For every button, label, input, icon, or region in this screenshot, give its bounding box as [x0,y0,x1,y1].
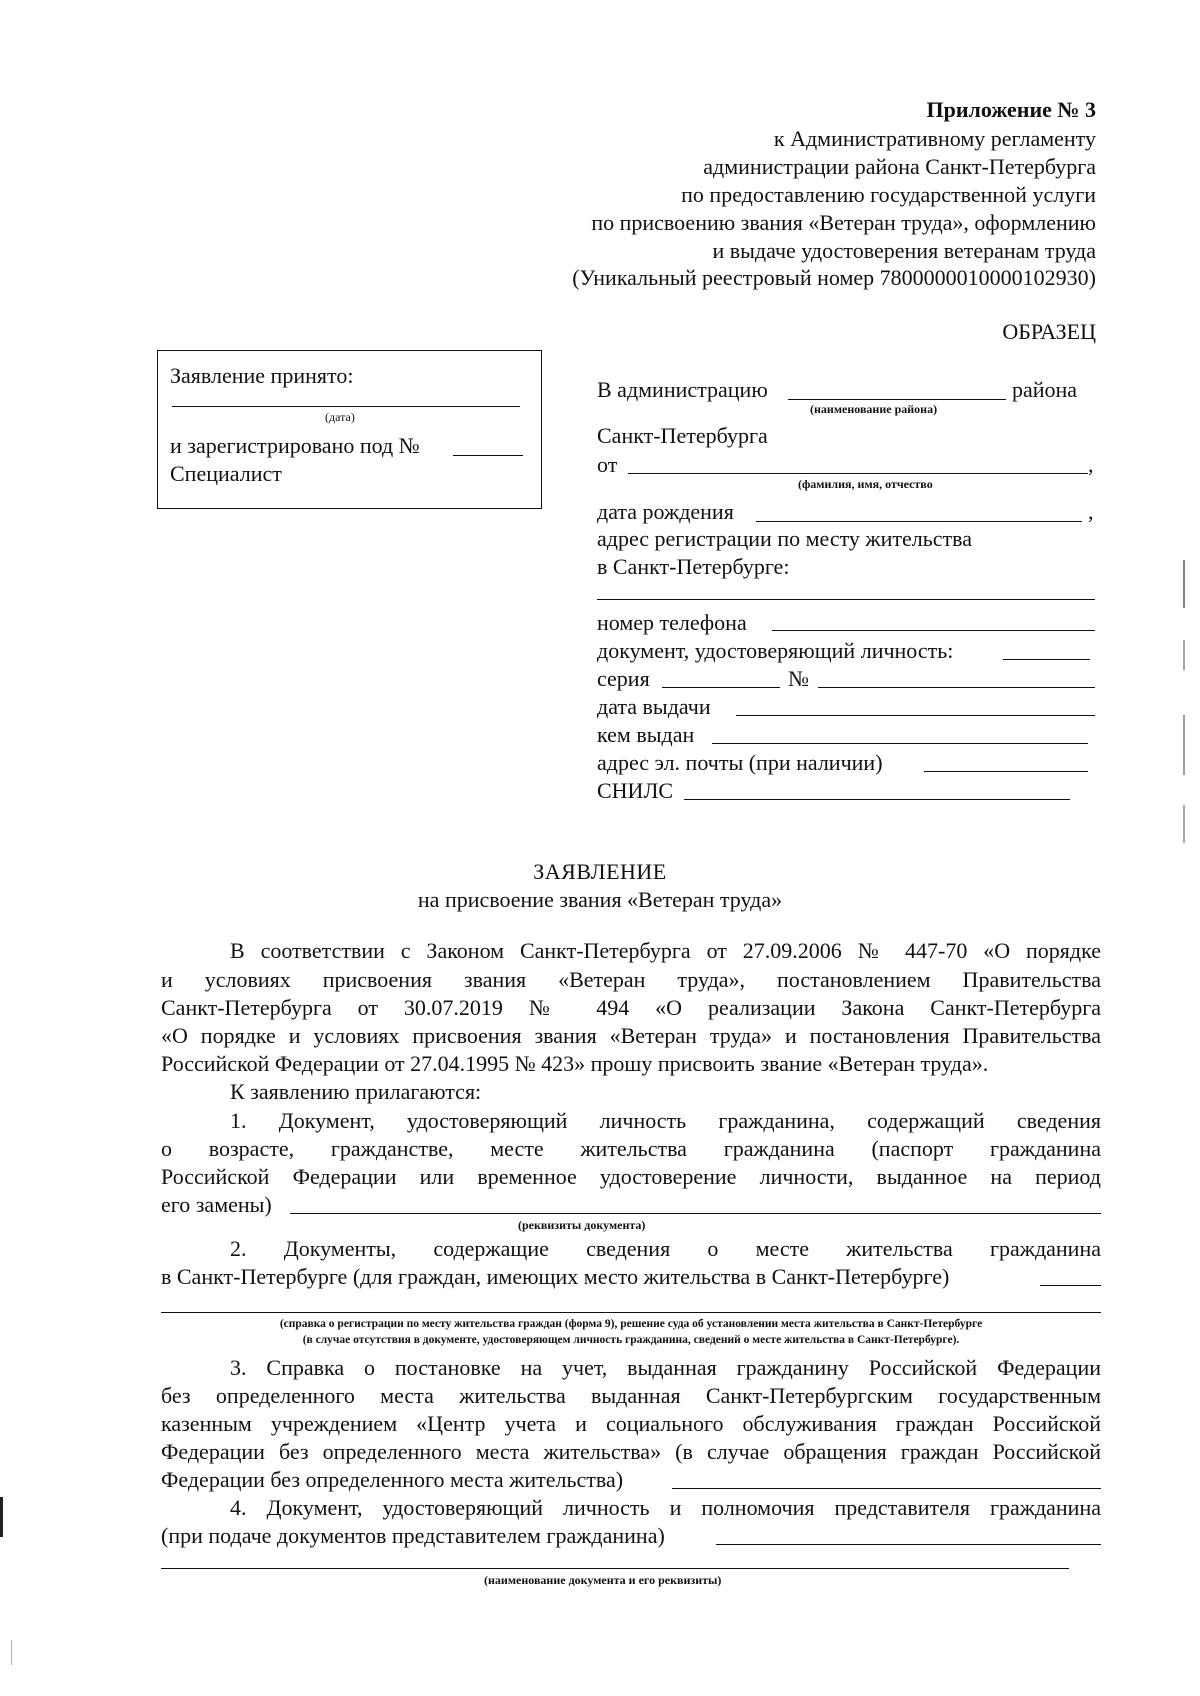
number-line[interactable] [818,687,1095,688]
fio-caption: (фамилия, имя, отчество [798,477,933,491]
item1-line-1: 1. Документ, удостоверяющий личность гражданина, содержащий сведения [230,1108,1101,1133]
birth-date-label: дата рождения [597,499,734,524]
item1-line-2: о возрасте, гражданстве, месте жительства гражданина (паспорт гражданина [161,1136,1101,1161]
date-line[interactable] [172,406,520,407]
para1-line-3: Санкт-Петербурга от 30.07.2019 № 494 «О реализации Закона Санкт-Петербурга [161,995,1101,1020]
item3-details-line[interactable] [672,1488,1101,1489]
statement-subtitle: на присвоение звания «Ветеран труда» [417,887,783,912]
item3-line-4: Федерации без определенного места жительства» (в случае обращения граждан Российской [161,1439,1101,1464]
issued-by-line[interactable] [712,743,1088,744]
header-line-1: к Административному регламенту [773,126,1096,151]
birth-date-line[interactable] [756,521,1082,522]
item4-caption: (наименование документа и его реквизиты) [484,1573,722,1587]
attachments-intro: К заявлению прилагаются: [230,1079,482,1104]
address-line[interactable] [597,599,1095,600]
item1-last-line: его замены) [161,1192,272,1217]
district-word: района [1012,377,1078,402]
to-admin-label: В администрацию [597,377,768,402]
phone-line[interactable] [772,630,1095,631]
series-line[interactable] [662,687,780,688]
fio-line[interactable] [628,473,1088,474]
header-line-3: по предоставлению государственной услуги [681,182,1096,207]
item4-details-line[interactable] [161,1568,1069,1569]
city-label: Санкт-Петербурга [597,423,768,448]
para1-line-4: «О порядке и условиях присвоения звания «Ветеран труда» и постановления Правительства [161,1023,1101,1048]
item2-inline-line[interactable] [1040,1285,1101,1286]
email-line[interactable] [924,771,1088,772]
item3-line-2: без определенного места жительства выданная Санкт-Петербургским государственным [161,1383,1101,1408]
number-label: № [788,666,809,691]
para1-line-2: и условиях присвоения звания «Ветеран труда», постановлением Правительства [161,967,1101,992]
district-line[interactable] [788,399,1006,400]
email-label: адрес эл. почты (при наличии) [597,750,883,775]
para1-line-5: Российской Федерации от 27.04.1995 № 423» прошу присвоить звание «Ветеран труда». [161,1051,989,1076]
scan-edge-mark [1183,560,1185,608]
scan-edge-mark [11,1640,12,1665]
scan-edge-mark [0,1497,3,1537]
snils-line[interactable] [684,799,1070,800]
registration-number-line[interactable] [453,455,523,456]
scan-edge-mark [1183,640,1185,670]
header-line-4: по присвоению звания «Ветеран труда», оформлению [591,210,1096,235]
fio-comma: , [1088,452,1094,477]
sample-label: ОБРАЗЕЦ [1002,319,1096,344]
item1-line-3: Российской Федерации или временное удостоверение личности, выданное на период [161,1164,1101,1189]
registered-label: и зарегистрировано под № [170,433,420,458]
scan-edge-mark [1183,715,1185,775]
item2-line-2: в Санкт-Петербурге (для граждан, имеющих место жительства в Санкт-Петербурге) [161,1264,950,1289]
item1-details-line[interactable] [290,1213,1101,1214]
id-doc-label: документ, удостоверяющий личность: [597,638,954,663]
para1-line-1: В соответствии с Законом Санкт-Петербурга от 27.09.2006 № 447-70 «О порядке [230,938,1101,963]
item1-caption: (реквизиты документа) [518,1218,646,1232]
item2-caption-1: (справка о регистрации по месту жительства граждан (форма 9), решение суда об установлении места жительства в Санкт-Петербурге [279,1318,983,1330]
date-caption: (дата) [325,410,355,424]
id-doc-line[interactable] [1003,659,1090,660]
address-label-2: в Санкт-Петербурге: [597,554,790,579]
district-caption: (наименование района) [810,402,938,416]
item2-details-line[interactable] [161,1312,1101,1313]
scan-edge-mark [1183,805,1185,843]
specialist-label: Специалист [170,461,282,486]
issue-date-label: дата выдачи [597,694,711,719]
item3-last-line: Федерации без определенного места жительства) [161,1467,624,1492]
appendix-title: Приложение № 3 [926,97,1096,122]
phone-label: номер телефона [597,610,747,635]
item4-line-2: (при подаче документов представителем гражданина) [161,1523,665,1548]
item4-inline-line[interactable] [716,1544,1101,1545]
from-label: от [597,452,618,477]
header-line-2: администрации района Санкт-Петербурга [703,154,1096,179]
item3-line-3: казенным учреждением «Центр учета и социального обслуживания граждан Российской [161,1411,1101,1436]
header-line-5: и выдаче удостоверения ветеранам труда [712,238,1096,263]
snils-label: СНИЛС [597,778,674,803]
header-line-6: (Уникальный реестровый номер 7800000010000102930) [572,265,1096,290]
item2-line-1: 2. Документы, содержащие сведения о месте жительства гражданина [230,1236,1101,1261]
address-label-1: адрес регистрации по месту жительства [597,526,973,551]
item3-line-1: 3. Справка о постановке на учет, выданная гражданину Российской Федерации [230,1355,1101,1380]
issue-date-line[interactable] [736,715,1095,716]
accepted-label: Заявление принято: [170,363,354,388]
issued-by-label: кем выдан [597,722,695,747]
birth-date-comma: , [1088,499,1094,524]
series-label: серия [597,666,650,691]
statement-title: ЗАЯВЛЕНИЕ [533,859,667,884]
item4-line-1: 4. Документ, удостоверяющий личность и полномочия представителя гражданина [230,1495,1101,1520]
item2-caption-2: (в случае отсутствия в документе, удостоверяющем личность гражданина, сведений о месте жительства в Санкт-Петербурге). [302,1334,960,1346]
